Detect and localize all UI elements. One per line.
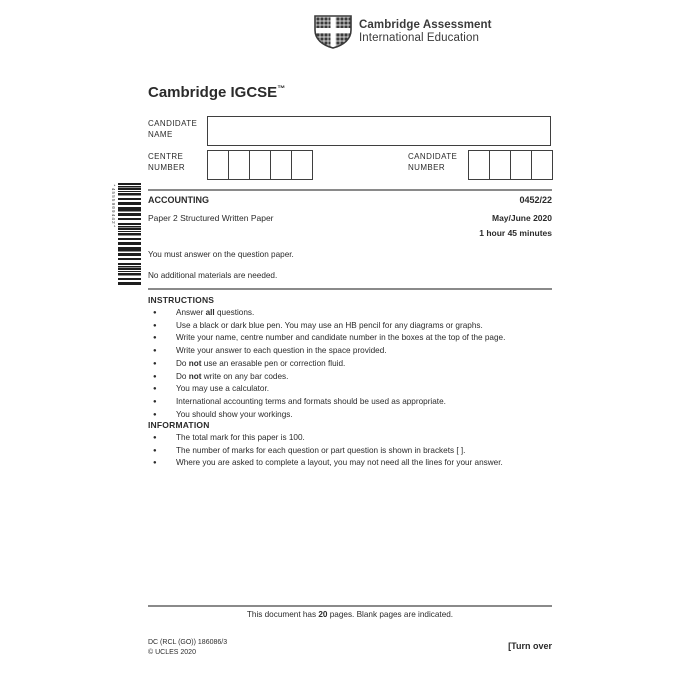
barcode bbox=[118, 183, 141, 287]
bullet-icon: ● bbox=[153, 386, 157, 393]
text-segment: The total mark for this paper is 100. bbox=[176, 433, 305, 442]
bullet-icon: ● bbox=[153, 335, 157, 342]
bullet-icon: ● bbox=[153, 460, 157, 467]
text-segment: questions. bbox=[214, 308, 255, 317]
candidate-number-label bbox=[408, 152, 457, 173]
bullet-icon: ● bbox=[153, 310, 157, 316]
exam-session: May/June 2020 bbox=[491, 213, 552, 223]
information-text bbox=[176, 445, 465, 458]
centre-number-cell bbox=[292, 150, 313, 180]
logo-text bbox=[359, 19, 492, 46]
bullet-icon: ● bbox=[153, 398, 157, 405]
text-segment: You should show your workings. bbox=[176, 409, 293, 419]
instruction-item bbox=[148, 358, 560, 371]
logo-line1: Cambridge Assessment bbox=[359, 18, 492, 31]
candidate-number-cell bbox=[532, 150, 553, 180]
exam-duration: 1 hour 45 minutes bbox=[479, 228, 552, 238]
text-segment: Answer bbox=[176, 308, 206, 317]
centre-number-cell bbox=[207, 150, 229, 180]
information-text bbox=[176, 457, 503, 470]
instruction-item bbox=[148, 383, 560, 396]
text-segment: Write your answer to each question in the space provided. bbox=[176, 346, 387, 356]
bullet-icon: ● bbox=[153, 373, 157, 380]
centre-number-label-line1: CENTRE bbox=[148, 152, 184, 161]
text-segment: The number of marks for each question or part question is shown in brackets [ ]. bbox=[176, 445, 466, 455]
text-segment: This document has bbox=[246, 610, 319, 619]
instruction-item bbox=[148, 307, 560, 320]
trademark-symbol: ™ bbox=[277, 84, 286, 93]
subject-row bbox=[148, 195, 552, 205]
instruction-item bbox=[148, 371, 560, 384]
answer-instruction: You must answer on the question paper. bbox=[148, 250, 294, 259]
paper-code: 0452/22 bbox=[519, 195, 552, 205]
instruction-text bbox=[176, 383, 269, 396]
text-segment: Where you are asked to complete a layout, you may not need all the lines for your answer. bbox=[176, 458, 503, 468]
text-segment-bold: all bbox=[205, 308, 215, 317]
candidate-name-label-line1: CANDIDATE bbox=[148, 119, 198, 128]
candidate-name-label-line2: NAME bbox=[148, 129, 173, 139]
bullet-icon: ● bbox=[153, 360, 157, 367]
divider bbox=[148, 189, 552, 191]
text-segment: You may use a calculator. bbox=[176, 384, 269, 394]
divider bbox=[148, 605, 552, 607]
text-segment: Do bbox=[176, 371, 189, 381]
candidate-name-field bbox=[207, 116, 551, 146]
information-heading: INFORMATION bbox=[148, 420, 210, 430]
instructions-heading: INSTRUCTIONS bbox=[148, 295, 215, 305]
subject-title: ACCOUNTING bbox=[148, 195, 209, 205]
information-list bbox=[148, 432, 560, 470]
turn-over-label: [Turn over bbox=[508, 641, 552, 651]
cambridge-shield-icon bbox=[314, 15, 352, 49]
text-segment: International accounting terms and formats should be used as appropriate. bbox=[176, 396, 446, 406]
candidate-number-cell bbox=[511, 150, 532, 180]
text-segment: write on any bar codes. bbox=[201, 371, 289, 381]
centre-number-label bbox=[148, 152, 185, 173]
text-segment: use an erasable pen or correction fluid. bbox=[201, 358, 346, 368]
cambridge-logo bbox=[314, 15, 492, 49]
text-segment: Do bbox=[176, 358, 189, 368]
candidate-number-field bbox=[468, 150, 553, 180]
qualification-name: Cambridge IGCSE bbox=[148, 84, 278, 101]
candidate-number-label-line1: CANDIDATE bbox=[408, 152, 458, 161]
qualification-title bbox=[148, 84, 285, 101]
text-segment-bold: 20 bbox=[318, 610, 328, 619]
text-segment-bold: not bbox=[188, 358, 202, 368]
divider bbox=[148, 288, 552, 290]
information-text bbox=[176, 432, 305, 445]
paper-row bbox=[148, 213, 552, 223]
centre-number-label-line2: NUMBER bbox=[148, 162, 186, 172]
instruction-text bbox=[176, 320, 483, 333]
text-segment-bold: not bbox=[188, 371, 202, 381]
instruction-text bbox=[176, 345, 387, 358]
logo-line2: International Education bbox=[359, 32, 479, 44]
instruction-text bbox=[176, 307, 254, 320]
text-segment: Write your name, centre number and candidate number in the boxes at the top of the page. bbox=[176, 333, 506, 343]
text-segment: pages. Blank pages are indicated. bbox=[327, 610, 454, 619]
instructions-list bbox=[148, 307, 560, 421]
centre-number-cell bbox=[250, 150, 271, 180]
instruction-text bbox=[176, 371, 288, 384]
centre-number-field bbox=[207, 150, 313, 180]
candidate-number-cell bbox=[468, 150, 490, 180]
instruction-item bbox=[148, 345, 560, 358]
pages-note bbox=[148, 610, 552, 619]
information-item bbox=[148, 432, 560, 445]
bullet-icon: ● bbox=[153, 411, 157, 418]
instruction-item bbox=[148, 409, 560, 422]
bullet-icon: ● bbox=[153, 435, 157, 441]
candidate-number-label-line2: NUMBER bbox=[408, 162, 446, 172]
centre-number-cell bbox=[229, 150, 250, 180]
bullet-icon: ● bbox=[153, 348, 157, 355]
text-segment: Use a black or dark blue pen. You may use an HB pencil for any diagrams or graphs. bbox=[176, 320, 483, 330]
instruction-text bbox=[176, 332, 505, 345]
copyright: © UCLES 2020 bbox=[148, 648, 196, 656]
barcode-text: *4555909442* bbox=[110, 184, 115, 229]
instruction-text bbox=[176, 396, 446, 409]
candidate-name-label bbox=[148, 119, 197, 140]
bullet-icon: ● bbox=[153, 322, 157, 329]
bullet-icon: ● bbox=[153, 447, 157, 454]
information-item bbox=[148, 445, 560, 458]
instruction-text bbox=[176, 358, 345, 371]
dc-reference: DC (RCL (GO)) 186086/3 bbox=[148, 639, 228, 646]
paper-title: Paper 2 Structured Written Paper bbox=[148, 213, 274, 223]
materials-note: No additional materials are needed. bbox=[148, 271, 278, 280]
centre-number-cell bbox=[271, 150, 292, 180]
information-item bbox=[148, 457, 560, 470]
instruction-item bbox=[148, 396, 560, 409]
candidate-number-cell bbox=[490, 150, 511, 180]
instruction-item bbox=[148, 320, 560, 333]
instruction-item bbox=[148, 332, 560, 345]
